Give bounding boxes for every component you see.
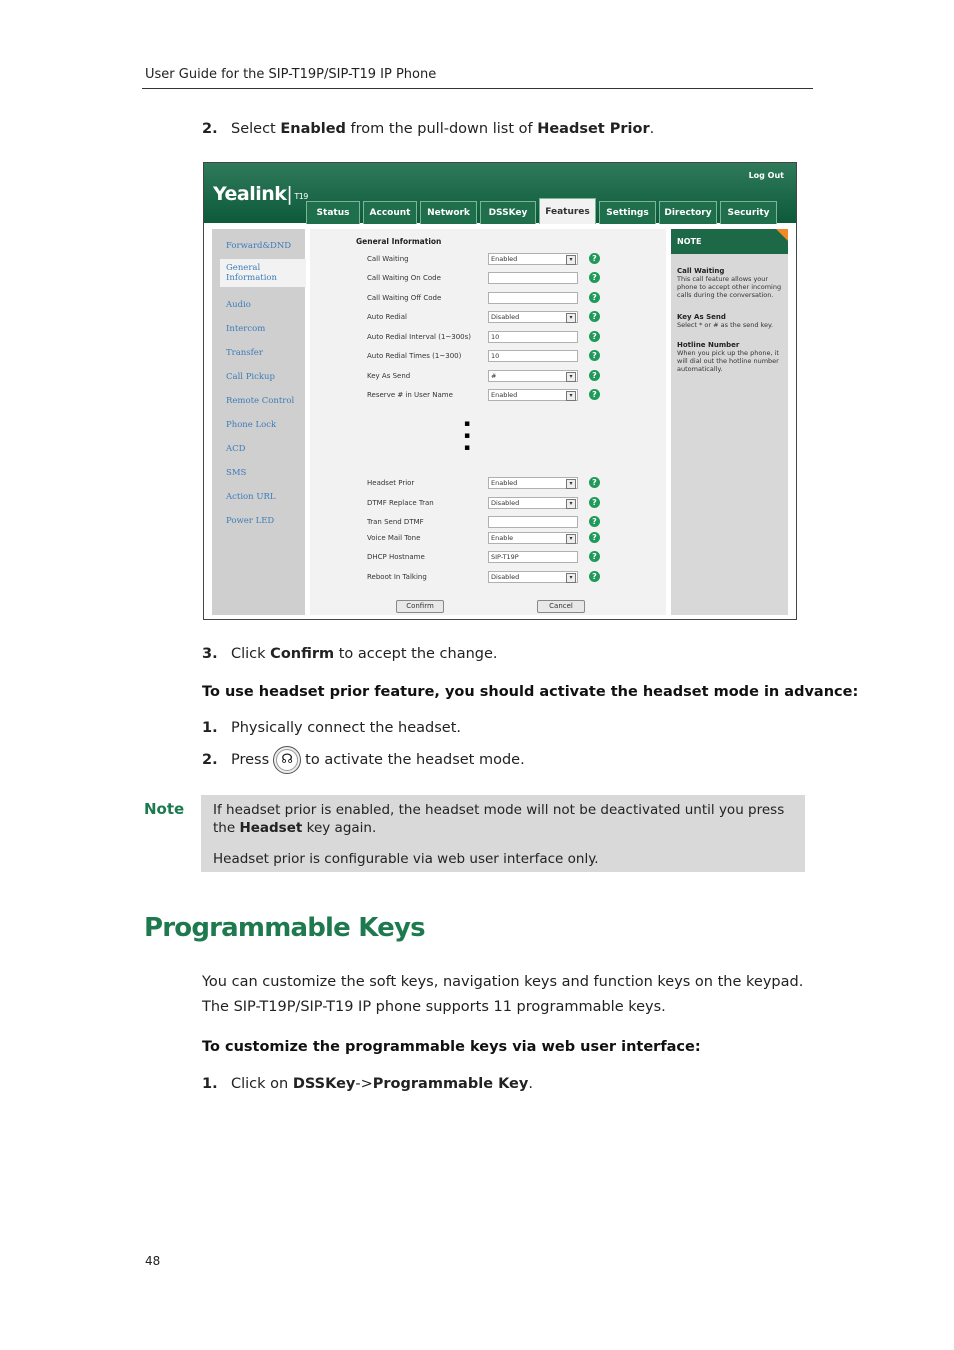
help-icon[interactable]: ? <box>589 370 600 381</box>
tab-network[interactable]: Network <box>420 201 477 224</box>
setting-select[interactable]: Enabled ▾ <box>488 389 578 401</box>
sidebar-item-general-information[interactable]: General Information <box>220 259 306 287</box>
setting-row: Call Waiting On Code ? <box>310 272 666 286</box>
tab-security[interactable]: Security <box>720 201 777 224</box>
procedure-heading: To customize the programmable keys via web user interface: <box>202 1039 701 1055</box>
tab-status[interactable]: Status <box>306 201 360 224</box>
note-label: Note <box>144 800 185 818</box>
setting-select[interactable]: Disabled ▾ <box>488 497 578 509</box>
confirm-button[interactable]: Confirm <box>396 600 444 613</box>
tab-features[interactable]: Features <box>539 198 596 224</box>
help-icon[interactable]: ? <box>589 311 600 322</box>
chevron-down-icon: ▾ <box>566 499 576 509</box>
tab-account[interactable]: Account <box>363 201 417 224</box>
corner-fold-icon <box>776 229 788 241</box>
setting-row: Call Waiting Enabled ▾ ? <box>310 253 666 267</box>
page-number: 48 <box>145 1254 161 1268</box>
help-icon[interactable]: ? <box>589 331 600 342</box>
step-click-confirm: 3. Click Confirm to accept the change. <box>202 646 498 662</box>
help-icon[interactable]: ? <box>589 532 600 543</box>
setting-row: Auto Redial Times (1~300) 10 ? <box>310 350 666 364</box>
setting-select[interactable]: # ▾ <box>488 370 578 382</box>
help-icon[interactable]: ? <box>589 272 600 283</box>
sidebar-item-intercom[interactable]: Intercom <box>226 324 266 334</box>
help-icon[interactable]: ? <box>589 497 600 508</box>
setting-row: Headset Prior Enabled ▾ ? <box>310 477 666 491</box>
cancel-button[interactable]: Cancel <box>537 600 585 613</box>
running-header: User Guide for the SIP-T19P/SIP-T19 IP Phone <box>145 67 437 82</box>
setting-row: Voice Mail Tone Enable ▾ ? <box>310 532 666 546</box>
step-select-enabled: 2. Select Enabled from the pull-down list of Headset Prior. <box>202 121 655 137</box>
yealink-logo: Yealink| T19 <box>213 183 308 205</box>
sidebar-item-acd[interactable]: ACD <box>226 444 246 454</box>
setting-select[interactable]: Enable ▾ <box>488 532 578 544</box>
setting-row: Auto Redial Disabled ▾ ? <box>310 311 666 325</box>
chevron-down-icon: ▾ <box>566 573 576 583</box>
section-heading: Programmable Keys <box>144 913 425 943</box>
sidebar-item-action-url[interactable]: Action URL <box>226 492 276 502</box>
note-paragraph: If headset prior is enabled, the headset mode will not be deactivated until you press the Headset key again. <box>213 802 785 836</box>
setting-input[interactable]: 10 <box>488 350 578 362</box>
header-rule <box>142 88 813 89</box>
headset-icon: ☊ <box>273 746 301 774</box>
setting-select[interactable]: Enabled ▾ <box>488 253 578 265</box>
setting-row: Reserve # in User Name Enabled ▾ ? <box>310 389 666 403</box>
note-entry: Call Waiting This call feature allows your phone to accept other incoming calls during the conversation. <box>677 267 782 299</box>
sidebar-item-call-pickup[interactable]: Call Pickup <box>226 372 275 382</box>
note-box <box>201 795 805 872</box>
web-ui-sidebar <box>212 229 305 615</box>
chevron-down-icon: ▾ <box>566 255 576 265</box>
form-section-title: General Information <box>356 237 442 246</box>
settings-form <box>310 229 666 615</box>
setting-input[interactable]: 10 <box>488 331 578 343</box>
web-ui-tabs <box>306 199 777 223</box>
sidebar-item-forward-dnd[interactable]: Forward&DND <box>226 241 292 251</box>
setting-input[interactable] <box>488 272 578 284</box>
setting-row: Key As Send # ▾ ? <box>310 370 666 384</box>
setting-row: Auto Redial Interval (1~300s) 10 ? <box>310 331 666 345</box>
setting-input[interactable] <box>488 292 578 304</box>
procedure-heading: To use headset prior feature, you should activate the headset mode in advance: <box>202 684 859 700</box>
note-panel-title: NOTE <box>671 229 788 254</box>
setting-row: DHCP Hostname SIP-T19P ? <box>310 551 666 565</box>
sidebar-item-phone-lock[interactable]: Phone Lock <box>226 420 277 430</box>
step-press-headset: 2. Press ☊ to activate the headset mode. <box>202 746 525 774</box>
chevron-down-icon: ▾ <box>566 313 576 323</box>
note-entry: Hotline Number When you pick up the phone, it will dial out the hotline number automatically. <box>677 341 779 373</box>
web-ui-topbar <box>204 163 796 223</box>
note-panel <box>671 229 788 615</box>
setting-select[interactable]: Disabled ▾ <box>488 311 578 323</box>
chevron-down-icon: ▾ <box>566 479 576 489</box>
chevron-down-icon: ▾ <box>566 391 576 401</box>
help-icon[interactable]: ? <box>589 477 600 488</box>
sidebar-item-audio[interactable]: Audio <box>226 300 251 310</box>
web-ui-screenshot <box>203 162 797 620</box>
help-icon[interactable]: ? <box>589 389 600 400</box>
step-number: 2. <box>202 121 218 137</box>
sidebar-item-power-led[interactable]: Power LED <box>226 516 275 526</box>
setting-select[interactable]: Disabled ▾ <box>488 571 578 583</box>
step-click-dsskey: 1. Click on DSSKey->Programmable Key. <box>202 1076 533 1092</box>
help-icon[interactable]: ? <box>589 571 600 582</box>
logout-link[interactable]: Log Out <box>748 171 784 180</box>
note-paragraph: Headset prior is configurable via web user interface only. <box>213 851 599 867</box>
section-body: You can customize the soft keys, navigation keys and function keys on the keypad. The SIP-T19P/SIP-T19 IP phone supports 11 programmable keys. <box>202 974 804 1015</box>
headset-prior-select[interactable]: Enabled ▾ <box>488 477 578 489</box>
tab-dsskey[interactable]: DSSKey <box>480 201 536 224</box>
setting-input[interactable] <box>488 516 578 528</box>
help-icon[interactable]: ? <box>589 292 600 303</box>
sidebar-item-transfer[interactable]: Transfer <box>226 348 263 358</box>
chevron-down-icon: ▾ <box>566 372 576 382</box>
setting-input[interactable]: SIP-T19P <box>488 551 578 563</box>
ellipsis-icon: ▪ ▪ ▪ <box>464 419 471 453</box>
chevron-down-icon: ▾ <box>566 534 576 544</box>
tab-settings[interactable]: Settings <box>599 201 656 224</box>
help-icon[interactable]: ? <box>589 516 600 527</box>
note-entry: Key As Send Select * or # as the send key. <box>677 313 774 329</box>
help-icon[interactable]: ? <box>589 253 600 264</box>
setting-row: Reboot In Talking Disabled ▾ ? <box>310 571 666 585</box>
setting-row: Call Waiting Off Code ? <box>310 292 666 306</box>
setting-row: Tran Send DTMF ? <box>310 516 666 530</box>
setting-row: DTMF Replace Tran Disabled ▾ ? <box>310 497 666 511</box>
sidebar-item-sms[interactable]: SMS <box>226 468 247 478</box>
help-icon[interactable]: ? <box>589 350 600 361</box>
tab-directory[interactable]: Directory <box>659 201 717 224</box>
step-connect-headset: 1. Physically connect the headset. <box>202 720 461 736</box>
sidebar-item-remote-control[interactable]: Remote Control <box>226 396 295 406</box>
help-icon[interactable]: ? <box>589 551 600 562</box>
